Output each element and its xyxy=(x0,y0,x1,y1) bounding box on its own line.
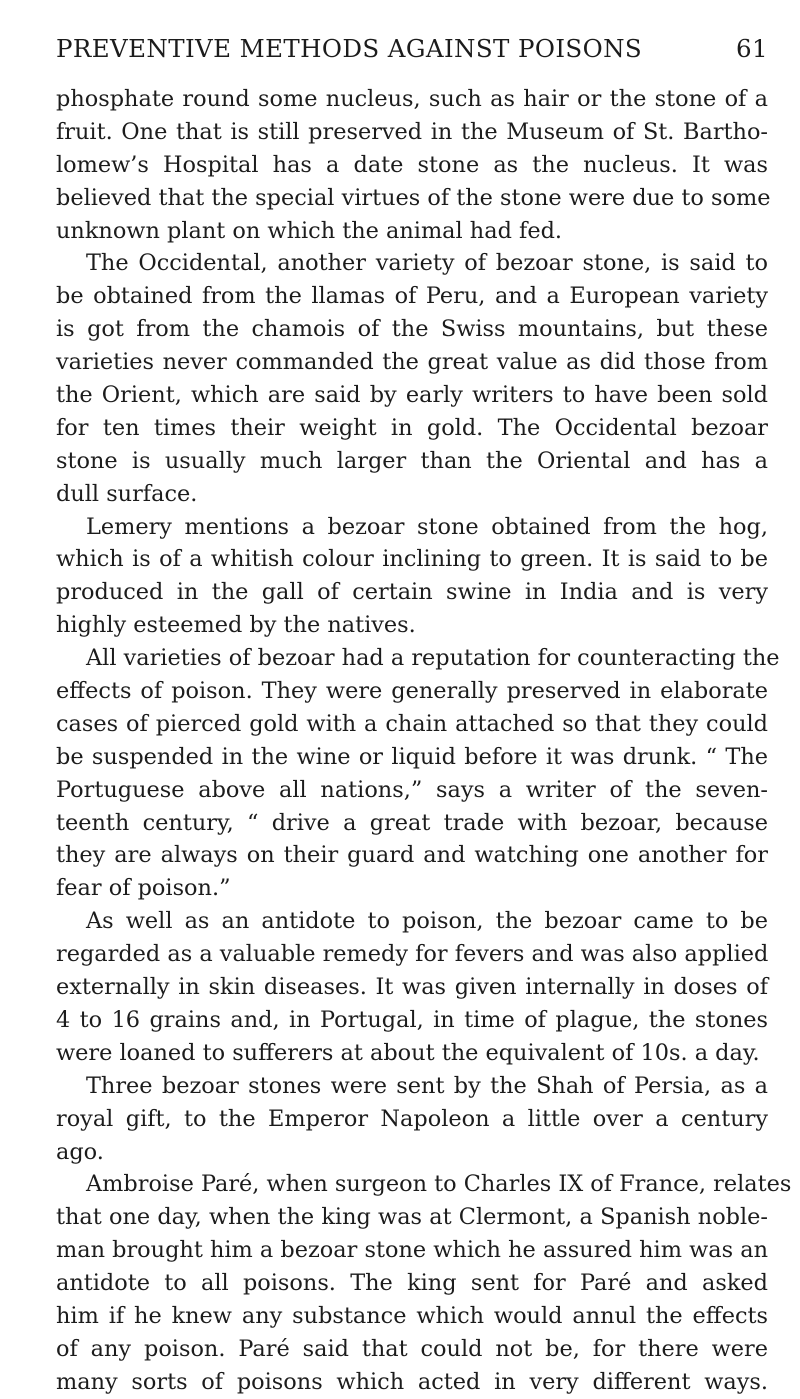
text-line: him if he knew any substance which would annul the effects xyxy=(56,1302,768,1329)
text-line: All varieties of bezoar had a reputation for counteracting the xyxy=(86,645,780,672)
text-line: As well as an antidote to poison, the bezoar came to be xyxy=(86,908,768,935)
text-line: externally in skin diseases. It was given internally in doses of xyxy=(56,974,768,1001)
text-line: antidote to all poisons. The king sent for Paré and asked xyxy=(56,1270,768,1297)
text-line: ago. xyxy=(56,1138,104,1165)
text-line: cases of pierced gold with a chain attached so that they could xyxy=(56,710,768,737)
text-line: produced in the gall of certain swine in India and is very xyxy=(56,579,768,606)
page-number: 61 xyxy=(736,34,768,63)
text-line: they are always on their guard and watching one another for xyxy=(56,842,768,869)
text-line: teenth century, “ drive a great trade with bezoar, because xyxy=(56,809,768,836)
body-text xyxy=(56,83,792,1399)
paragraph-bezoar-nucleus xyxy=(56,83,771,247)
text-line: believed that the special virtues of the stone were due to some xyxy=(56,184,771,211)
text-line: fear of poison.” xyxy=(56,875,231,902)
text-line: 4 to 16 grains and, in Portugal, in time of plague, the stones xyxy=(56,1006,768,1033)
text-line: Lemery mentions a bezoar stone obtained from the hog, xyxy=(86,513,768,540)
paragraph-shah-gift xyxy=(56,1070,768,1169)
text-line: of any poison. Paré said that could not be, for there were xyxy=(56,1335,768,1362)
text-line: man brought him a bezoar stone which he assured him was an xyxy=(56,1237,768,1264)
text-line: royal gift, to the Emperor Napoleon a little over a century xyxy=(56,1105,768,1132)
text-line: dull surface. xyxy=(56,480,198,507)
text-line: effects of poison. They were generally preserved in elaborate xyxy=(56,678,768,705)
running-title: PREVENTIVE METHODS AGAINST POISONS xyxy=(56,34,643,63)
running-header xyxy=(56,34,768,66)
paragraph-antidote-remedy xyxy=(56,905,768,1069)
text-line: highly esteemed by the natives. xyxy=(56,612,416,639)
text-line: stone is usually much larger than the Oriental and has a xyxy=(56,447,768,474)
text-line: for ten times their weight in gold. The Occidental bezoar xyxy=(56,414,768,441)
text-line: which is of a whitish colour inclining to green. It is said to be xyxy=(56,546,768,573)
paragraph-lemery xyxy=(56,511,768,643)
text-line: be obtained from the llamas of Peru, and a European variety xyxy=(56,283,768,310)
paragraph-ambroise-pare xyxy=(56,1168,792,1398)
text-line: unknown plant on which the animal had fed. xyxy=(56,217,563,244)
text-line: Ambroise Paré, when surgeon to Charles IX of France, relates xyxy=(86,1171,792,1198)
text-line: phosphate round some nucleus, such as hair or the stone of a xyxy=(56,86,768,112)
text-line: The Occidental, another variety of bezoar stone, is said to xyxy=(86,250,768,277)
text-line: regarded as a valuable remedy for fevers and was also applied xyxy=(56,941,769,968)
paragraph-all-varieties xyxy=(56,642,780,905)
text-line: that one day, when the king was at Clermont, a Spanish noble- xyxy=(56,1204,768,1231)
text-line: the Orient, which are said by early writers to have been sold xyxy=(56,382,768,409)
text-line: varieties never commanded the great value as did those from xyxy=(56,349,768,376)
text-line: lomew’s Hospital has a date stone as the nucleus. It was xyxy=(56,151,768,178)
text-line: many sorts of poisons which acted in very different ways. xyxy=(56,1368,768,1395)
text-line: be suspended in the wine or liquid before it was drunk. “ The xyxy=(56,743,768,770)
paragraph-occidental xyxy=(56,247,768,510)
text-line: Portuguese above all nations,” says a writer of the seven- xyxy=(56,776,768,803)
text-line: is got from the chamois of the Swiss mountains, but these xyxy=(56,316,768,343)
text-line: Three bezoar stones were sent by the Shah of Persia, as a xyxy=(86,1072,768,1099)
text-line: were loaned to sufferers at about the equivalent of 10s. a day. xyxy=(56,1039,760,1066)
text-line: fruit. One that is still preserved in the Museum of St. Bartho- xyxy=(56,118,768,145)
